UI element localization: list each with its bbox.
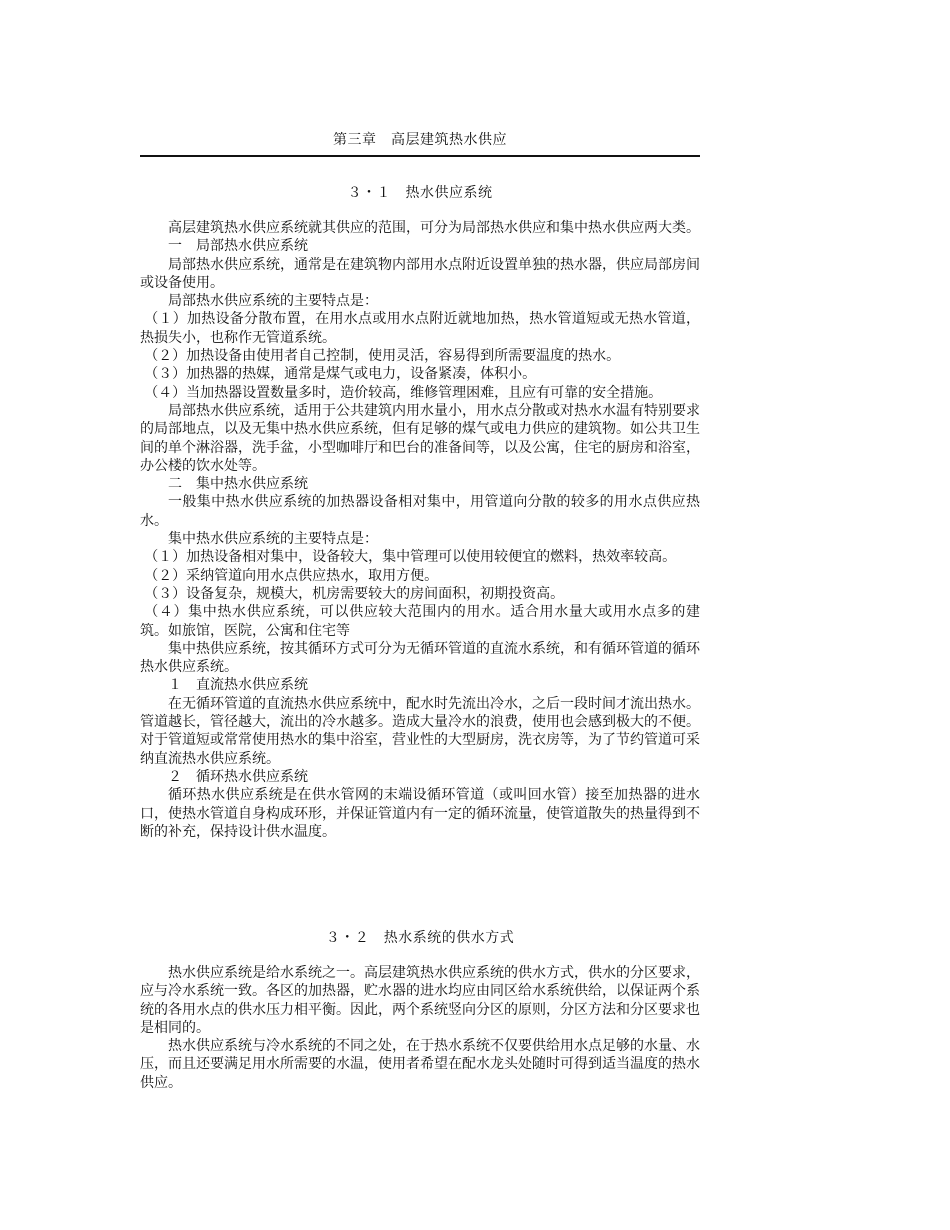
subheading-central-hot-water: 二 集中热水供应系统: [168, 476, 308, 493]
paragraph: 循环热水供应系统是在供水管网的末端设循环管道（或叫回水管）接至加热器的进水口，使热水管道自身构成环形，并保证管道内有一定的循环流量，使管道散失的热量得到不断的补充，保持设计供水温度。: [140, 787, 700, 840]
paragraph: 集中热供应系统，按其循环方式可分为无循环管道的直流水系统，和有循环管道的循环热水供应系统。: [140, 640, 700, 676]
list-item: （１）加热设备相对集中，设备较大，集中管理可以使用较便宜的燃料，热效率较高。: [144, 549, 677, 566]
paragraph: 集中热水供应系统的主要特点是：: [168, 531, 378, 548]
section-3-1-body: [140, 219, 700, 841]
paragraph: 一般集中热水供应系统的加热器设备相对集中，用管道向分散的较多的用水点供应热水。: [140, 494, 700, 529]
paragraph: 在无循环管道的直流热水供应系统中，配水时先流出冷水，之后一段时间才流出热水。管道越长，管径越大，流出的冷水越多。造成大量冷水的浪费，使用也会感到极大的不便。对于管道短或常常使用热水的集中浴室，营业性的大型厨房，洗衣房等，为了节约管道可采纳直流热水供应系统。: [140, 695, 700, 767]
paragraph: 热水供应系统与冷水系统的不同之处，在于热水系统不仅要供给用水点足够的水量、水压，而且还要满足用水所需要的水温，使用者希望在配水龙头处随时可得到适当温度的热水供应。: [140, 1038, 700, 1091]
list-item: （４）集中热水供应系统，可以供应较大范围内的用水。适合用水量大或用水点多的建筑。如旅馆，医院，公寓和住宅等: [140, 604, 700, 639]
paragraph: 局部热水供应系统，适用于公共建筑内用水量小，用水点分散或对热水水温有特别要求的局部地点，以及无集中热水供应系统，但有足够的煤气或电力供应的建筑物。如公共卫生间的单个淋浴器，洗手盆，小型咖啡厅和巴台的准备间等，以及公寓，住宅的厨房和浴室，办公楼的饮水处等。: [140, 402, 700, 474]
list-item: （２）加热设备由使用者自己控制，使用灵活，容易得到所需要温度的热水。: [144, 348, 621, 365]
paragraph: 局部热水供应系统的主要特点是：: [168, 293, 378, 310]
section-3-2-body: [140, 964, 700, 1092]
paragraph: 局部热水供应系统，通常是在建筑物内部用水点附近设置单独的热水器，供应局部房间或设备使用。: [140, 256, 700, 291]
list-item: （３）设备复杂，规模大，机房需要较大的房间面积，初期投资高。: [144, 585, 565, 602]
section-title-3-1: ３・１ 热水供应系统: [347, 185, 493, 201]
subheading-direct-flow: １ 直流热水供应系统: [168, 677, 308, 694]
list-item: （１）加热设备分散布置，在用水点或用水点附近就地加热，热水管道短或无热水管道，热损失小，也称作无管道系统。: [140, 311, 700, 346]
subheading-circulating: ２ 循环热水供应系统: [168, 768, 308, 785]
paragraph: 热水供应系统是给水系统之一。高层建筑热水供应系统的供水方式，供水的分区要求，应与冷水系统一致。各区的加热器，贮水器的进水均应由同区给水系统供给，以保证两个系统的各用水点的供水压力相平衡。因此，两个系统竖向分区的原则，分区方法和分区要求也是相同的。: [140, 965, 700, 1036]
list-item: （３）加热器的热媒，通常是煤气或电力，设备紧凑，体积小。: [144, 366, 537, 383]
chapter-title: 第三章 高层建筑热水供应: [333, 132, 507, 148]
list-item: （４）当加热器设置数量多时，造价较高，维修管理困难，且应有可靠的安全措施。: [144, 384, 663, 401]
list-item: （２）采纳管道向用水点供应热水，取用方便。: [144, 567, 439, 584]
section-title-3-2: ３・２ 热水系统的供水方式: [325, 930, 515, 946]
subheading-local-hot-water: 一 局部热水供应系统: [168, 238, 308, 255]
title-divider: [140, 155, 700, 157]
paragraph: 高层建筑热水供应系统就其供应的范围，可分为局部热水供应和集中热水供应两大类。: [168, 220, 700, 236]
